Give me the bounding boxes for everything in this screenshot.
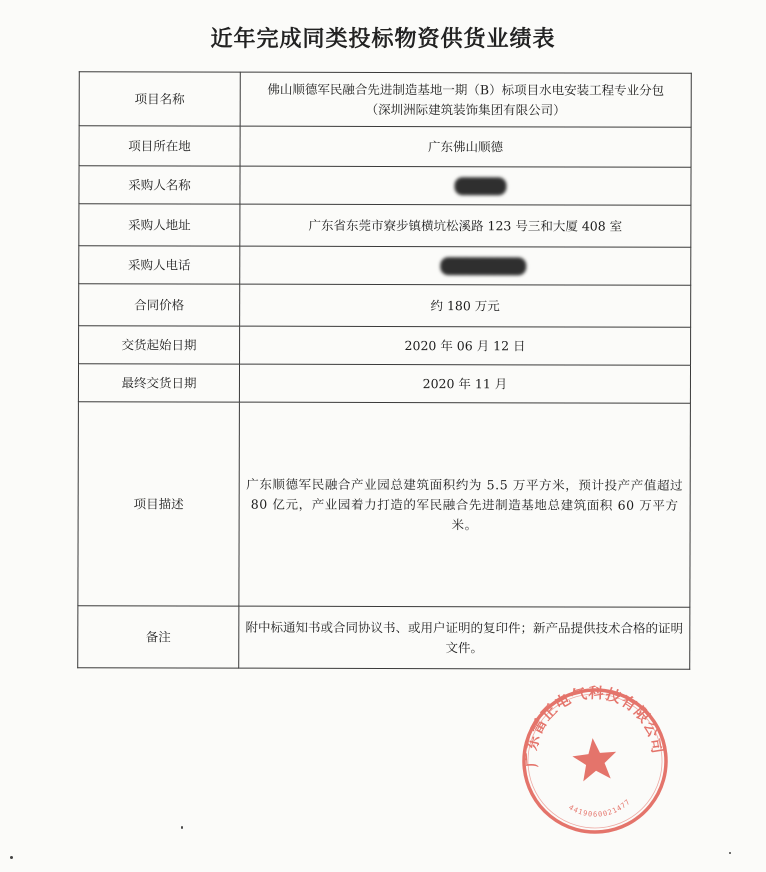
- row-label-purchaser-name: 采购人名称: [79, 166, 240, 204]
- table-row: [79, 246, 691, 286]
- row-label-purchaser-phone: 采购人电话: [79, 246, 240, 284]
- table-row: [78, 402, 691, 608]
- project-name-value: [240, 72, 691, 127]
- redacted-purchaser-phone: [440, 257, 526, 275]
- table-row: [79, 126, 691, 168]
- page-title: 近年完成同类投标物资供货业绩表: [210, 26, 556, 52]
- project-name-line1: 佛山顺德军民融合先进制造基地一期（B）标项目水电安装工程专业分包: [267, 81, 665, 98]
- scan-speck: [10, 856, 13, 859]
- redacted-purchaser-name: [454, 177, 506, 195]
- seal-star-icon: [571, 736, 619, 782]
- row-label-delivery-start: 交货起始日期: [79, 326, 240, 364]
- row-label-project-name: 项目名称: [79, 72, 240, 126]
- delivery-start-value: 2020 年 06 月 12 日: [240, 326, 691, 365]
- row-label-contract-price: 合同价格: [79, 284, 240, 326]
- table-row: [79, 326, 691, 366]
- table-row: [79, 72, 691, 128]
- table-row: [79, 204, 691, 248]
- scan-speck: [181, 826, 183, 829]
- scan-speck: [729, 852, 731, 854]
- description-value: 广东顺德军民融合产业园总建筑面积约为 5.5 万平方米，预计投产产值超过 80 亿元，产业园着力打造的军民融合先进制造基地总建筑面积 60 万平方米。: [239, 402, 691, 607]
- row-label-delivery-end: 最终交货日期: [78, 364, 239, 402]
- row-label-purchaser-address: 采购人地址: [79, 204, 240, 246]
- location-value: 广东佛山顺德: [240, 126, 691, 167]
- performance-table: [77, 71, 692, 670]
- project-name-line2: （深圳洲际建筑装饰集团有限公司）: [365, 101, 566, 117]
- table-row: [78, 606, 690, 670]
- seal-company-name: 广东雷正电气科技有限公司: [522, 683, 667, 768]
- purchaser-phone-cell: [240, 246, 691, 285]
- row-label-location: 项目所在地: [79, 126, 240, 166]
- seal-number: 4419060021477: [567, 797, 633, 819]
- table-row: [79, 166, 691, 206]
- delivery-end-value: 2020 年 11 月: [239, 364, 690, 403]
- purchaser-address-value: 广东省东莞市寮步镇横坑松溪路 123 号三和大厦 408 室: [240, 204, 691, 247]
- row-label-remarks: 备注: [78, 606, 239, 668]
- remarks-value: 附中标通知书或合同协议书、或用户证明的复印件；新产品提供技术合格的证明文件。: [239, 606, 690, 669]
- table-row: [78, 364, 690, 404]
- table-row: [79, 284, 691, 328]
- company-seal: [513, 679, 678, 844]
- purchaser-name-cell: [240, 166, 691, 205]
- row-label-description: 项目描述: [78, 402, 240, 606]
- contract-price-value: 约 180 万元: [240, 284, 691, 327]
